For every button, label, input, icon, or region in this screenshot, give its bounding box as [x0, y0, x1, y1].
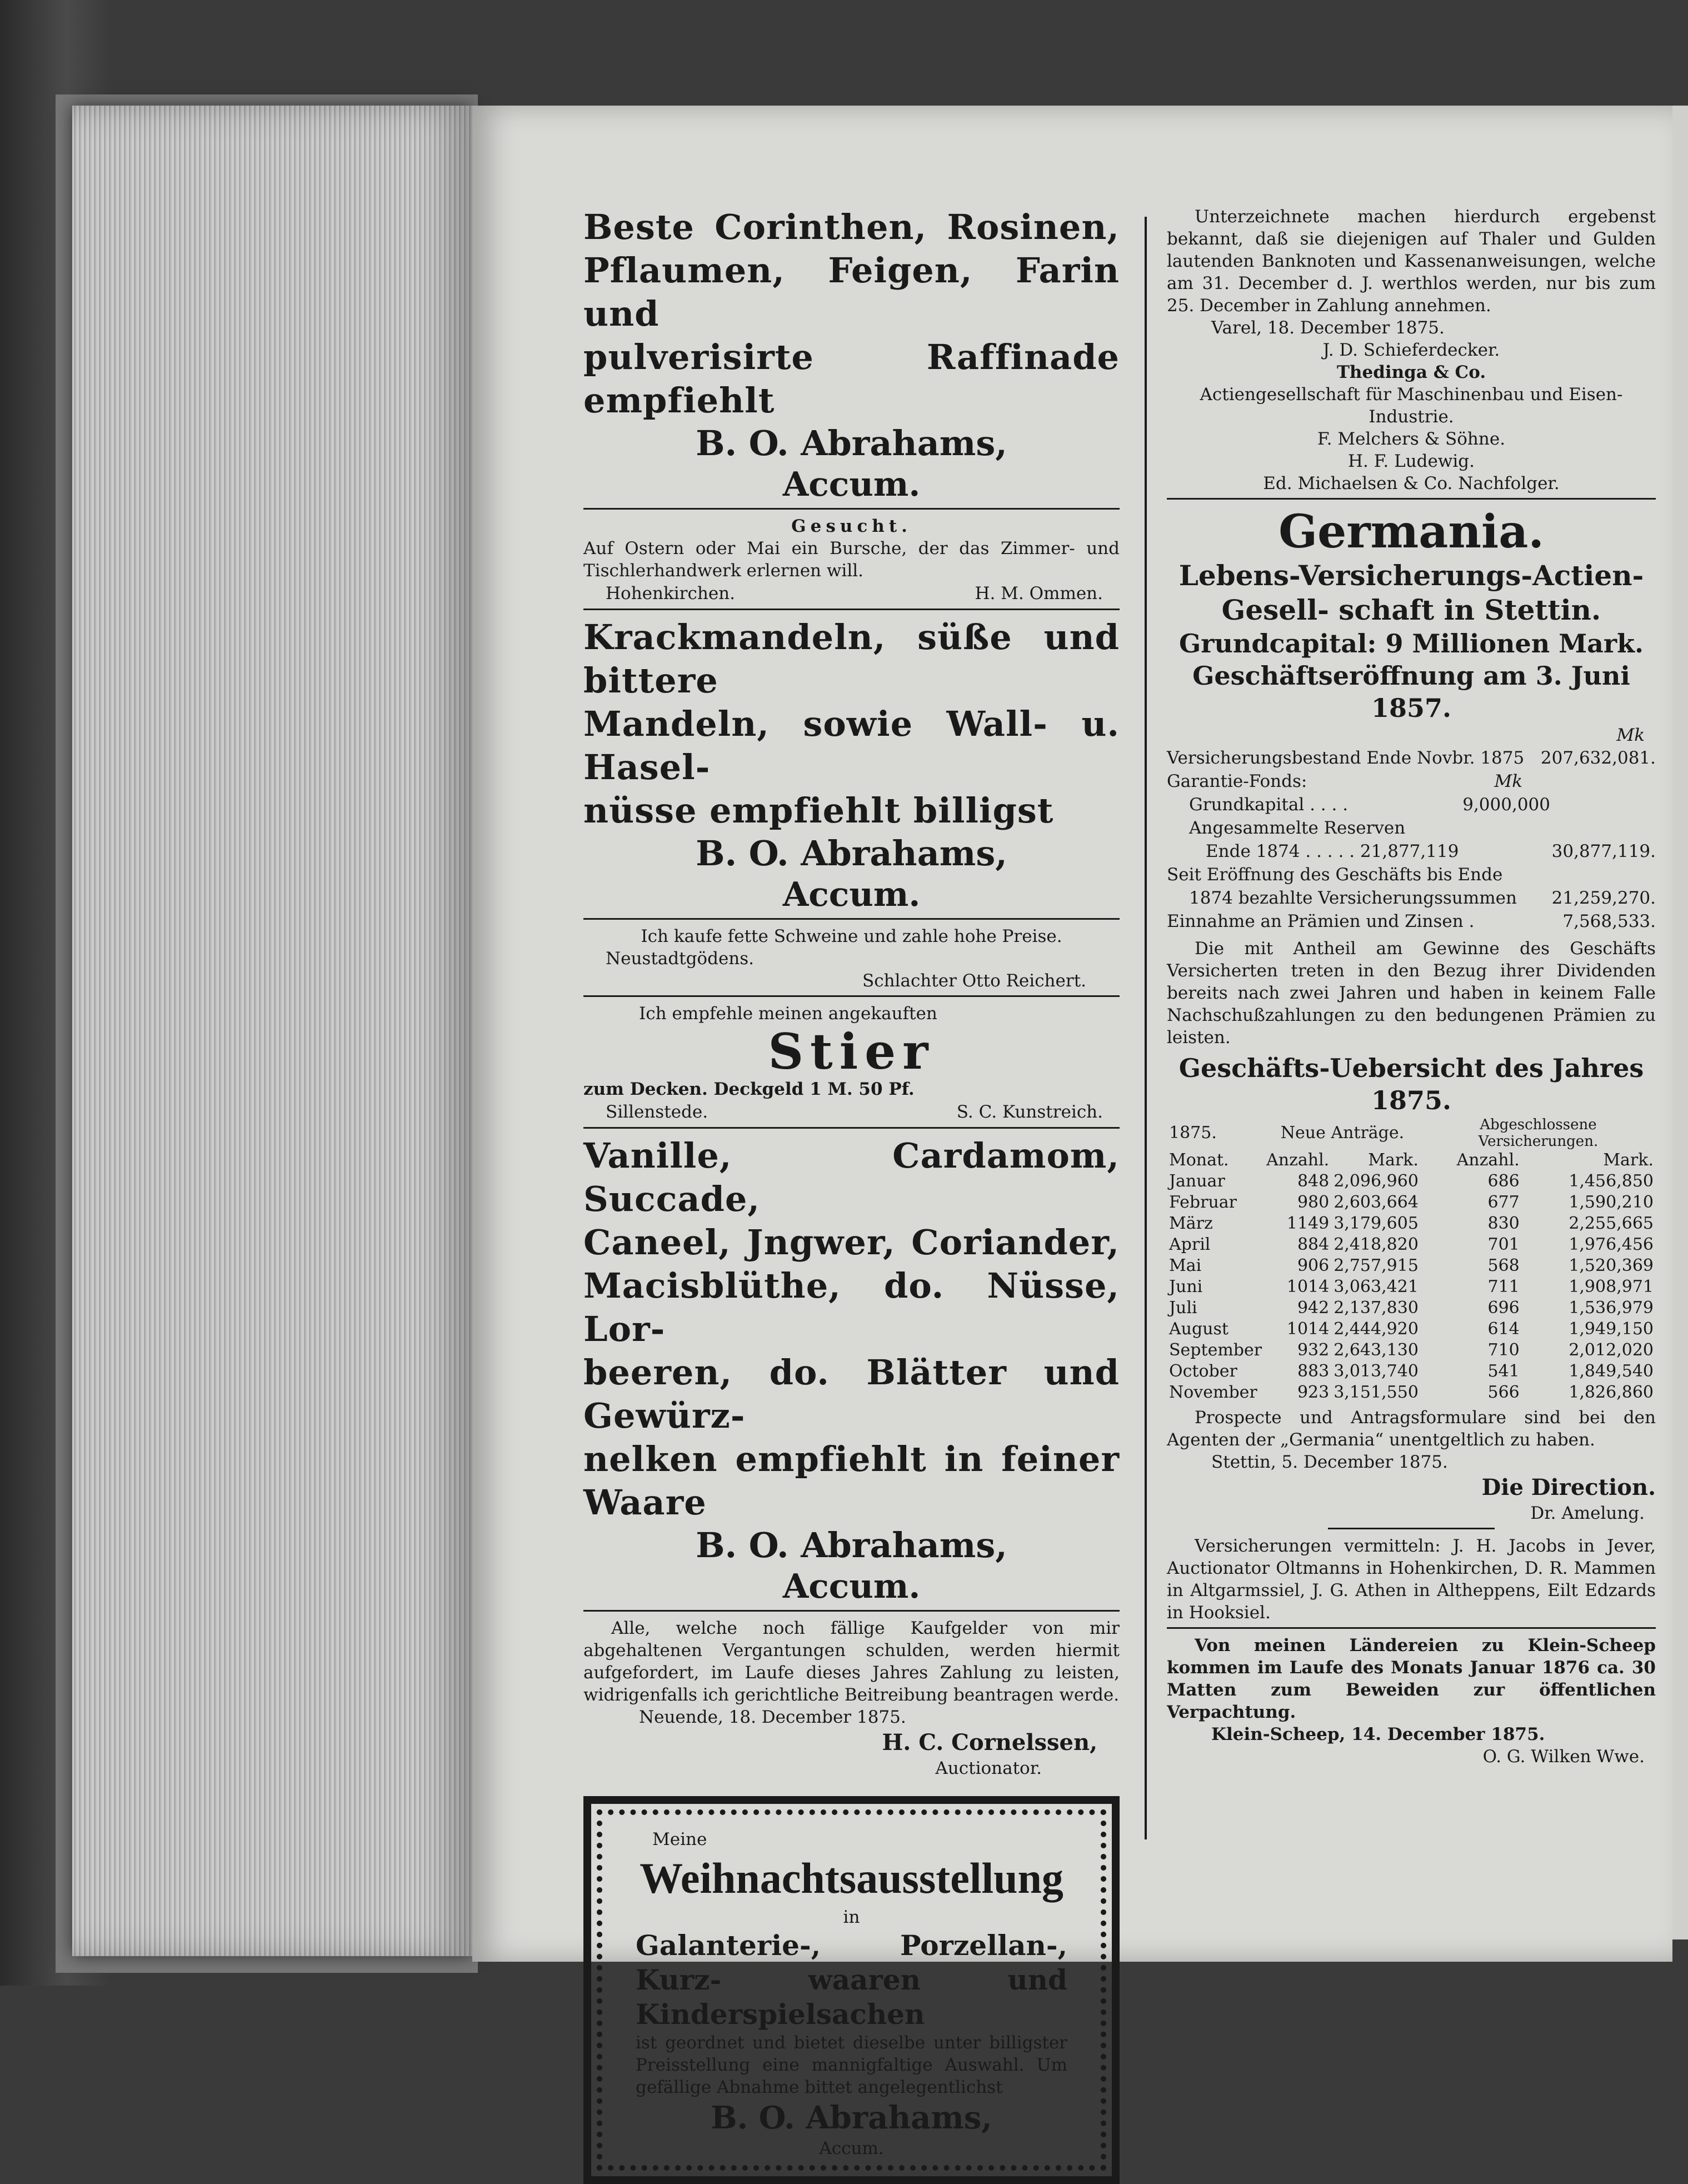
- table-cell: November: [1169, 1383, 1257, 1402]
- ad-place: Accum.: [782, 465, 921, 504]
- ad-text: ist geordnet und bietet dieselbe unter billigster Preisstellung eine mannigfaltige Auswahl. Um gefällige Abnahme bittet angelegentlichst: [636, 2033, 1067, 2097]
- agents-text: Versicherungen vermitteln: J. H. Jacobs in Jever, Auctionator Oltmanns in Hohenkirchen, D. R. Mammen in Altgarmssiel, J. G. Athen in Altheppens, Eilt Edzards in Hooksiel.: [1167, 1536, 1656, 1623]
- finance-line: [1167, 910, 1656, 933]
- ad-text: Auf Ostern oder Mai ein Bursche, der das Zimmer- und Tischlerhandwerk erlernen will.: [583, 538, 1120, 581]
- table-cell: 883: [1297, 1362, 1330, 1381]
- table-cell: 710: [1487, 1340, 1520, 1360]
- overview-title: Geschäfts-Uebersicht des Jahres 1875.: [1178, 1053, 1644, 1115]
- table-cell: 677: [1487, 1193, 1520, 1212]
- finance-value: 9,000,000: [1462, 795, 1550, 815]
- table-row: [1167, 1298, 1656, 1319]
- ad-footer: [583, 1100, 1120, 1124]
- table-row: [1167, 1340, 1656, 1361]
- right-column: [1167, 206, 1656, 1768]
- table-cell: 932: [1297, 1340, 1330, 1360]
- ad-text-line: Krackmandeln, süße und bittere: [583, 617, 1120, 701]
- notice-date: Varel, 18. December 1875.: [1211, 318, 1445, 338]
- table-cell: 1,590,210: [1569, 1193, 1654, 1212]
- germania-signer2: Dr. Amelung.: [1530, 1503, 1645, 1523]
- ad-text: Alle, welche noch fällige Kaufgelder von mir abgehaltenen Vergantungen schulden, werden hiermit aufgefordert, im Laufe dieses Jahres Zahlung zu leisten, widrigenfalls ich gerichtliche Beitreibung beantragen werde.: [583, 1618, 1120, 1705]
- ad-text-line: Mandeln, sowie Wall- u. Hasel-: [583, 704, 1120, 787]
- finance-value: 207,632,081.: [1540, 748, 1656, 768]
- ad-signer: B. O. Abrahams,: [696, 423, 1007, 463]
- notice-signer: Actiengesellschaft für Maschinenbau und Eisen-: [1200, 385, 1623, 405]
- dividend-text: Die mit Antheil am Gewinne des Geschäfts Versicherten treten in den Bezug ihrer Dividenden bereits nach zwei Jahren und haben in keinem Falle Nachschußzahlungen zu den bedungenen Prämien zu leisten.: [1167, 939, 1656, 1048]
- table-row: [1167, 1382, 1656, 1403]
- table-cell: März: [1169, 1214, 1213, 1233]
- ad-signer: B. O. Abrahams,: [696, 1525, 1007, 1565]
- ad-title: Weihnachtsausstellung: [640, 1854, 1063, 1902]
- rule: [583, 1610, 1120, 1612]
- table-row: [1167, 1361, 1656, 1382]
- table-cell: 568: [1487, 1256, 1520, 1275]
- finance-value: 21,259,270.: [1551, 888, 1656, 908]
- table-header: Anzahl.: [1266, 1150, 1330, 1170]
- table-cell: Januar: [1169, 1171, 1225, 1191]
- ad-schweine: [583, 925, 1120, 992]
- table-header: Neue Anträge.: [1280, 1123, 1405, 1143]
- rule: [1167, 498, 1656, 500]
- ad-text-line: Caneel, Jngwer, Coriander,: [583, 1222, 1120, 1263]
- germania-opened: Geschäftseröffnung am 3. Juni 1857.: [1192, 661, 1630, 723]
- ad-text-line: nelken empfiehlt in feiner Waare: [583, 1439, 1120, 1523]
- table-cell: 2,643,130: [1334, 1340, 1419, 1360]
- finance-line: [1167, 746, 1656, 770]
- finance-line: [1167, 816, 1656, 840]
- finance-line: [1167, 840, 1656, 863]
- rule: [583, 995, 1120, 997]
- newspaper-page: [472, 106, 1672, 2158]
- ad-signer: H. C. Cornelssen,: [882, 1729, 1097, 1756]
- finance-line: [1167, 793, 1656, 816]
- table-cell: 2,137,830: [1334, 1298, 1419, 1318]
- table-cell: 942: [1297, 1298, 1330, 1318]
- ad-cornelssen: [583, 1617, 1120, 1779]
- finance-label: Garantie-Fonds:: [1167, 771, 1307, 791]
- ad-text-line: nüsse empfiehlt billigst: [583, 790, 1054, 831]
- notice-text: Unterzeichnete machen hierdurch ergebenst bekannt, daß sie diejenigen auf Thaler und Gulden lautenden Banknoten und Kassenanweisungen, welche am 31. December d. J. werthlos werden, nur bis zum 25. December in Zahlung annehmen.: [1167, 207, 1656, 316]
- ad-text-line: Vanille, Cardamom, Succade,: [583, 1135, 1120, 1219]
- ad-intro: Ich empfehle meinen angekauften: [639, 1004, 937, 1024]
- germania-title: Germania.: [1279, 505, 1544, 559]
- ad-title: Stier: [768, 1023, 935, 1080]
- table-cell: 2,444,920: [1334, 1319, 1419, 1339]
- table-cell: 2,757,915: [1334, 1256, 1419, 1275]
- table-header: Mark.: [1368, 1150, 1419, 1170]
- ad-signer: B. O. Abrahams,: [711, 2100, 992, 2136]
- table-cell: 1,826,860: [1569, 1383, 1654, 1402]
- finance-line: [1167, 770, 1656, 793]
- ad-footer: [583, 582, 1120, 605]
- ad-gesucht: [583, 515, 1120, 605]
- notice-signer: Thedinga & Co.: [1336, 362, 1486, 382]
- notice-banknoten: [1167, 206, 1656, 495]
- column-divider: [1145, 217, 1147, 1839]
- table-cell: 541: [1487, 1362, 1520, 1381]
- ad-place: Hohenkirchen.: [606, 584, 735, 604]
- rule: [1167, 1627, 1656, 1629]
- finance-value: 30,877,119.: [1551, 841, 1656, 861]
- notice-signer: J. D. Schieferdecker.: [1322, 340, 1500, 360]
- table-cell: 906: [1297, 1256, 1330, 1275]
- finance-label: Angesammelte Reserven: [1189, 818, 1406, 838]
- table-cell: 2,418,820: [1334, 1235, 1419, 1254]
- finance-label: Versicherungsbestand Ende Novbr. 1875: [1167, 748, 1525, 768]
- finance-label: Einnahme an Prämien und Zinsen .: [1167, 911, 1475, 931]
- finance-value: 7,568,533.: [1562, 911, 1656, 931]
- table-row: [1167, 1277, 1656, 1298]
- table-cell: 980: [1297, 1193, 1330, 1212]
- currency-unit: Mk: [1616, 725, 1645, 745]
- table-cell: 1,976,456: [1569, 1235, 1654, 1254]
- notice-date: Klein-Scheep, 14. December 1875.: [1211, 1724, 1545, 1744]
- ad-in: in: [843, 1907, 860, 1927]
- notice-signer: Industrie.: [1369, 407, 1454, 427]
- table-cell: 1014: [1286, 1277, 1330, 1297]
- table-row: [1167, 1255, 1656, 1277]
- table-cell: 711: [1487, 1277, 1520, 1297]
- table-row: [1167, 1171, 1656, 1192]
- table-cell: Juli: [1169, 1298, 1197, 1318]
- table-header: Mark.: [1603, 1150, 1654, 1170]
- ad-text-line: Beste Corinthen, Rosinen,: [583, 207, 1120, 247]
- table-cell: 696: [1487, 1298, 1520, 1318]
- finance-label: Ende 1874 . . . . . 21,877,119: [1206, 841, 1459, 861]
- ad-signer: S. C. Kunstreich.: [956, 1102, 1103, 1122]
- finance-line: [1167, 886, 1656, 910]
- table-cell: 3,013,740: [1334, 1362, 1419, 1381]
- table-cell: 1,520,369: [1569, 1256, 1654, 1275]
- ad-bold-text: Galanterie-, Porzellan-, Kurz- waaren und Kinderspielsachen: [636, 1929, 1067, 2031]
- ad-weihnachtsausstellung: [583, 1796, 1120, 2184]
- ad-place: Accum.: [819, 2138, 884, 2158]
- table-row: [1167, 1319, 1656, 1340]
- ad-role: Auctionator.: [935, 1758, 1042, 1778]
- currency-unit: Mk: [1494, 771, 1522, 791]
- germania-subtitle: Lebens-Versicherungs-Actien-Gesell- schaft in Stettin.: [1178, 559, 1644, 626]
- prospect-text: Prospecte und Antragsformulare sind bei den Agenten der „Germania“ unentgeltlich zu haben.: [1167, 1408, 1656, 1450]
- notice-klein-scheep: [1167, 1634, 1656, 1768]
- rule: [583, 609, 1120, 610]
- table-cell: Juni: [1169, 1277, 1203, 1297]
- germania-signer: Die Direction.: [1481, 1474, 1656, 1500]
- ad-date: Neuende, 18. December 1875.: [639, 1707, 906, 1727]
- table-cell: 701: [1487, 1235, 1520, 1254]
- notice-signer: F. Melchers & Söhne.: [1317, 429, 1506, 449]
- ad-text-line: Macisblüthe, do. Nüsse, Lor-: [583, 1265, 1120, 1349]
- table-cell: 923: [1297, 1383, 1330, 1402]
- ad-intro: Meine: [652, 1829, 707, 1849]
- table-header-row: [1167, 1150, 1656, 1171]
- table-cell: September: [1169, 1340, 1262, 1360]
- table-header: 1875.: [1169, 1123, 1217, 1143]
- table-row: [1167, 1234, 1656, 1255]
- table-cell: Februar: [1169, 1193, 1237, 1212]
- table-header: Monat.: [1169, 1150, 1229, 1170]
- table-cell: 614: [1487, 1319, 1520, 1339]
- table-row: [1167, 1213, 1656, 1234]
- ad-place: Sillenstede.: [606, 1102, 708, 1122]
- table-cell: 3,063,421: [1334, 1277, 1419, 1297]
- table-cell: 2,603,664: [1334, 1193, 1419, 1212]
- table-cell: 2,255,665: [1569, 1214, 1654, 1233]
- ad-corinthen: [583, 206, 1120, 505]
- table-header: Abgeschlossene Versicherungen.: [1478, 1116, 1599, 1150]
- ad-vanille: [583, 1134, 1120, 1607]
- table-cell: 2,012,020: [1569, 1340, 1654, 1360]
- table-cell: 1,949,150: [1569, 1319, 1654, 1339]
- germania-capital: Grundcapital: 9 Millionen Mark.: [1178, 629, 1644, 659]
- germania-date: Stettin, 5. December 1875.: [1211, 1452, 1448, 1472]
- ad-stier: [583, 1003, 1120, 1124]
- finance-label: Seit Eröffnung des Geschäfts bis Ende: [1167, 865, 1503, 885]
- ad-germania: [1167, 505, 1656, 1524]
- table-cell: 566: [1487, 1383, 1520, 1402]
- ad-place: Accum.: [782, 1567, 921, 1606]
- table-header-row: [1167, 1116, 1656, 1150]
- notice-signer: H. F. Ludewig.: [1347, 451, 1475, 471]
- ad-place: Neustadtgödens.: [606, 949, 755, 969]
- finance-line: [1167, 863, 1656, 886]
- ad-heading: Gesucht.: [791, 516, 912, 536]
- ad-text-line: beeren, do. Blätter und Gewürz-: [583, 1352, 1120, 1436]
- notice-signer: Ed. Michaelsen & Co. Nachfolger.: [1263, 473, 1560, 493]
- table-cell: 848: [1297, 1171, 1330, 1191]
- table-cell: 3,179,605: [1334, 1214, 1419, 1233]
- notice-text: Von meinen Ländereien zu Klein-Scheep kommen im Laufe des Monats Januar 1876 ca. 30 Matten zum Beweiden zur öffentlichen Verpachtung.: [1167, 1635, 1656, 1722]
- ad-place: Accum.: [782, 875, 921, 914]
- boxed-content: [613, 1817, 1090, 2165]
- ad-text-line: pulverisirte Raffinade empfiehlt: [583, 337, 1120, 421]
- table-cell: 1014: [1286, 1319, 1330, 1339]
- ad-signer: Schlachter Otto Reichert.: [862, 971, 1086, 991]
- book-page-edges: [72, 106, 472, 1956]
- table-cell: 1,536,979: [1569, 1298, 1654, 1318]
- table-cell: August: [1169, 1319, 1228, 1339]
- table-cell: April: [1169, 1235, 1211, 1254]
- table-cell: 830: [1487, 1214, 1520, 1233]
- ad-krackmandeln: [583, 616, 1120, 915]
- rule: [583, 918, 1120, 920]
- ad-signer: B. O. Abrahams,: [696, 833, 1007, 874]
- ad-text: Ich kaufe fette Schweine und zahle hohe Preise.: [641, 926, 1062, 946]
- table-cell: 1149: [1286, 1214, 1330, 1233]
- ad-signer: H. M. Ommen.: [975, 584, 1103, 604]
- table-header: Anzahl.: [1456, 1150, 1520, 1170]
- table-cell: 1,908,971: [1569, 1277, 1654, 1297]
- table-body: [1167, 1171, 1656, 1403]
- finance-label: 1874 bezahlte Versicherungssummen: [1189, 888, 1517, 908]
- table-cell: 1,456,850: [1569, 1171, 1654, 1191]
- statistics-table: [1167, 1116, 1656, 1403]
- rule: [583, 508, 1120, 510]
- table-cell: 884: [1297, 1235, 1330, 1254]
- table-cell: 1,849,540: [1569, 1362, 1654, 1381]
- left-column: [583, 206, 1120, 2184]
- rule: [583, 1127, 1120, 1129]
- table-row: [1167, 1192, 1656, 1213]
- table-cell: 2,096,960: [1334, 1171, 1419, 1191]
- table-cell: 3,151,550: [1334, 1383, 1419, 1402]
- finance-label: Grundkapital . . . .: [1189, 795, 1349, 815]
- short-rule: [1328, 1528, 1495, 1529]
- ad-text: zum Decken. Deckgeld 1 M. 50 Pf.: [583, 1079, 915, 1099]
- table-cell: October: [1169, 1362, 1237, 1381]
- table-cell: 686: [1487, 1171, 1520, 1191]
- ad-text-line: Pflaumen, Feigen, Farin und: [583, 250, 1120, 334]
- notice-signer: O. G. Wilken Wwe.: [1482, 1747, 1645, 1767]
- table-cell: Mai: [1169, 1256, 1202, 1275]
